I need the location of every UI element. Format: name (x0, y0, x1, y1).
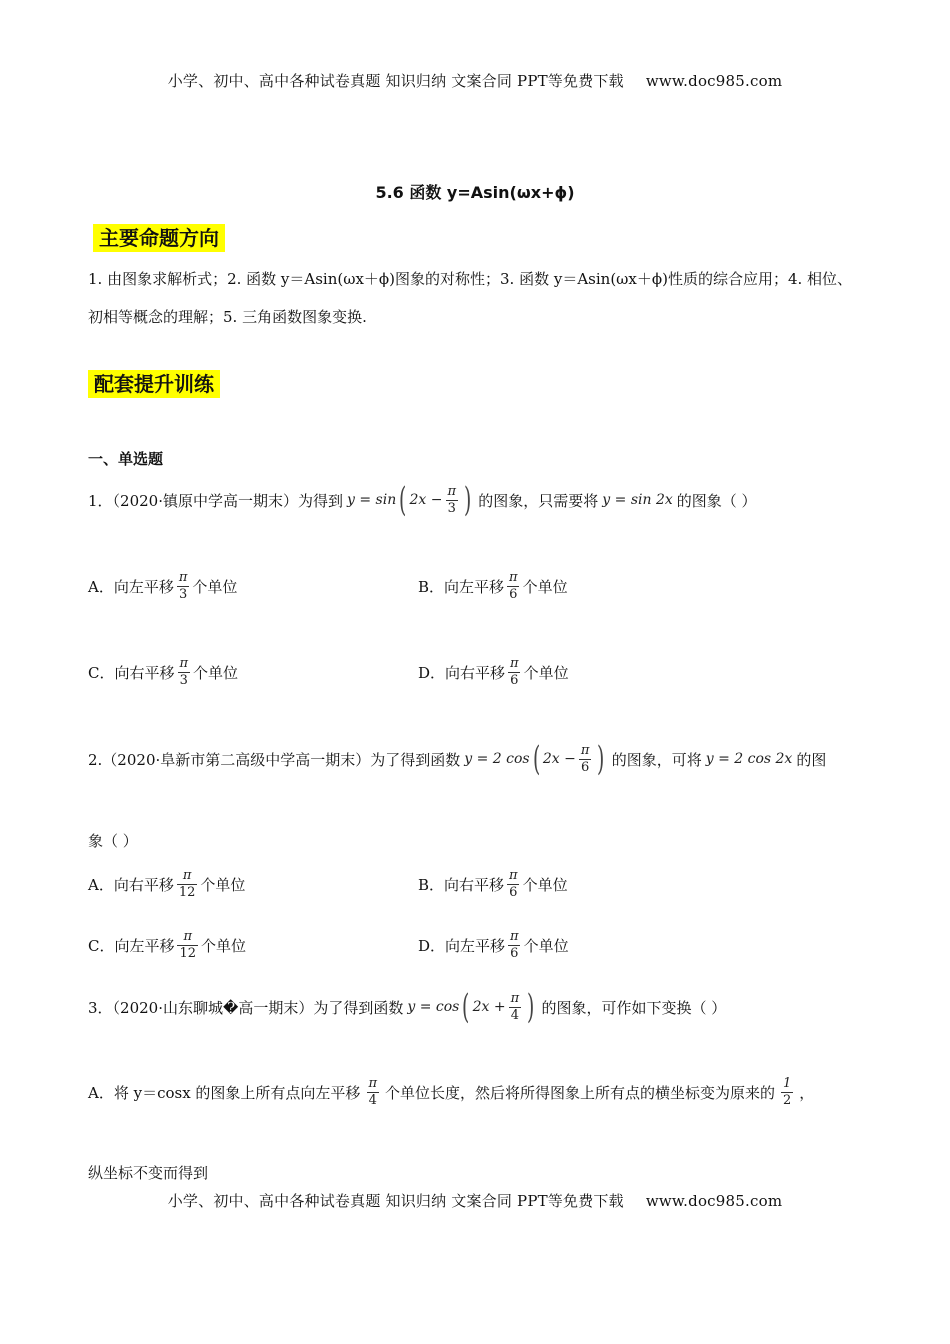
part-heading: 一、单选题 (88, 450, 164, 468)
page-footer: 小学、初中、高中各种试卷真题 知识归纳 文案合同 PPT等免费下载 www.doc985.com (167, 1192, 783, 1210)
q2-option-d[interactable]: D．向左平移 $\frac{\pi}{6}$ 个单位 (418, 929, 569, 961)
header-url[interactable]: www.doc985.com (645, 72, 783, 90)
q1-equation: y = sin ( 2x − $\frac{\pi}{3}$ ) (347, 480, 472, 520)
q1-equation-2: y = sin 2x (602, 492, 673, 508)
q1-option-d[interactable]: D．向右平移 $\frac{\pi}{6}$ 个单位 (418, 656, 569, 688)
q3-option-a-continuation: 纵坐标不变而得到 (88, 1164, 209, 1182)
question-2: 2.（2020·阜新市第二高级中学高一期末）为了得到函数 y = 2 cos ( 2x − $\frac{\pi}{6}$ ) 的图象，可将 y = 2 cos 2x 的图 (88, 739, 827, 779)
page-title: 5.6 函数 y=Asin(ωx+ϕ) (375, 183, 575, 202)
section-heading-main-topics: 主要命题方向 (93, 222, 225, 251)
q1-option-a[interactable]: A．向左平移 $\frac{\pi}{3}$ 个单位 (88, 570, 238, 602)
main-topics-text: 1. 由图象求解析式；2. 函数 y＝Asin(ωx＋ϕ)图象的对称性；3. 函数 y＝Asin(ωx＋ϕ)性质的综合应用；4. 相位、初相等概念的理解；5. 三角函数图象变换. (88, 270, 853, 326)
q2-equation-2: y = 2 cos 2x (705, 751, 793, 767)
q2-equation: y = 2 cos ( 2x − $\frac{\pi}{6}$ ) (464, 739, 605, 779)
q1-option-b[interactable]: B．向左平移 $\frac{\pi}{6}$ 个单位 (418, 570, 568, 602)
q2-option-b[interactable]: B．向右平移 $\frac{\pi}{6}$ 个单位 (418, 868, 568, 900)
question-1: 1．（2020·镇原中学高一期末）为得到 y = sin ( 2x − $\frac{\pi}{3}$ ) 的图象，只需要将 y = sin 2x 的图象（ ） (88, 480, 757, 520)
q2-option-a[interactable]: A．向右平移 $\frac{\pi}{12}$ 个单位 (88, 868, 246, 900)
q1-option-c[interactable]: C．向右平移 $\frac{\pi}{3}$ 个单位 (88, 656, 239, 688)
q3-option-a[interactable]: A．将 y＝cosx 的图象上所有点向左平移 $\frac{\pi}{4}$ 个单位长度，然后将所得图象上所有点的横坐标变为原来的 $\frac{1}{2}$ ， (88, 1076, 815, 1108)
page-header: 小学、初中、高中各种试卷真题 知识归纳 文案合同 PPT等免费下载 www.doc985.com (167, 72, 783, 90)
q2-continuation: 象（ ） (88, 832, 138, 850)
footer-url[interactable]: www.doc985.com (645, 1192, 783, 1210)
question-3: 3．（2020·山东聊城�高一期末）为了得到函数 y = cos ( 2x + $\frac{\pi}{4}$ ) 的图象，可作如下变换（ ） (88, 987, 727, 1027)
q2-option-c[interactable]: C．向左平移 $\frac{\pi}{12}$ 个单位 (88, 929, 247, 961)
section-heading-practice: 配套提升训练 (88, 368, 220, 397)
q3-equation: y = cos ( 2x + $\frac{\pi}{4}$ ) (407, 987, 535, 1027)
